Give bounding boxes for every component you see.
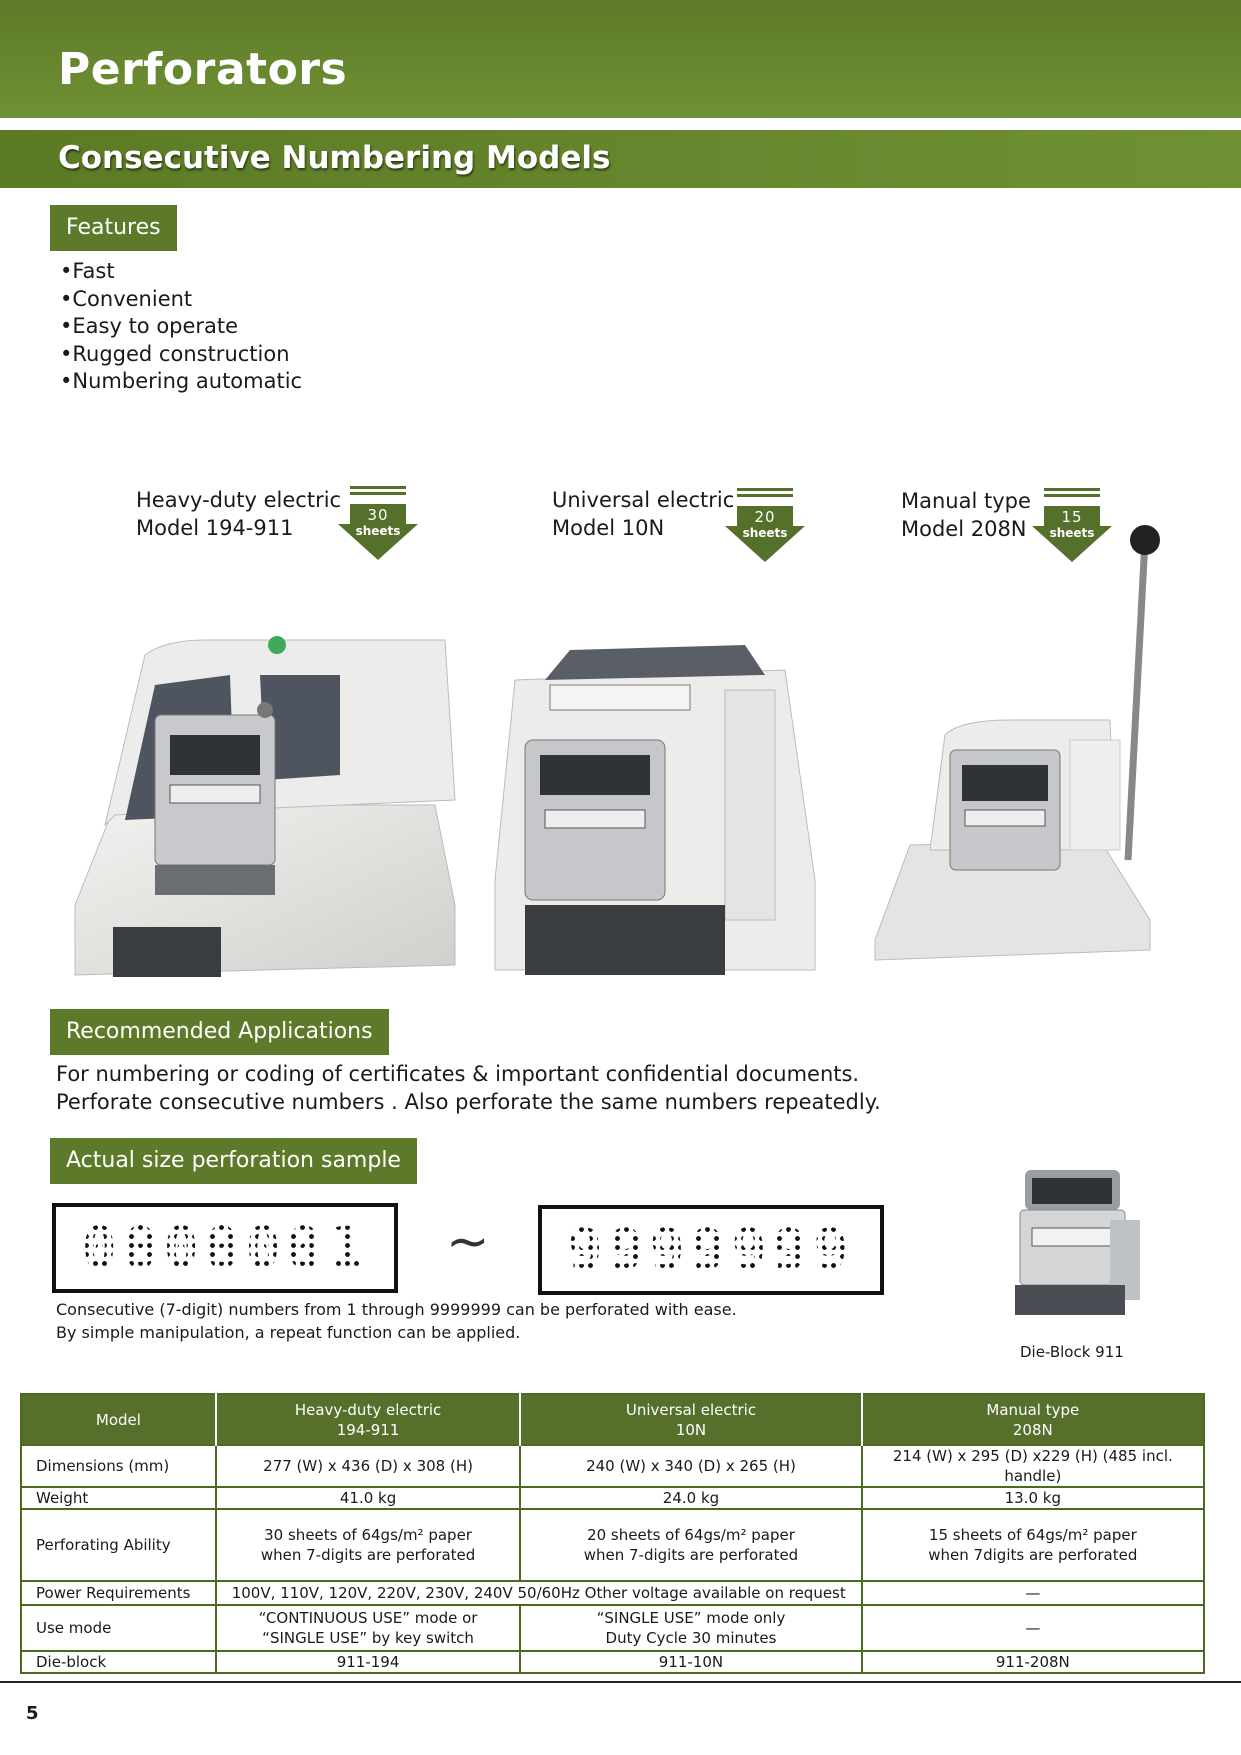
sample-note-line: By simple manipulation, a repeat function can be applied. (56, 1323, 521, 1342)
perforated-number-start: 0000001 (81, 1214, 369, 1282)
model-number: Model 194-911 (136, 516, 294, 540)
footer-divider (0, 1681, 1241, 1683)
list-item: • Numbering automatic (60, 368, 302, 396)
table-row: Use mode “CONTINUOUS USE” mode or “SINGLE USE” by key switch “SINGLE USE” mode only Duty Cycle 30 minutes — (21, 1605, 1204, 1651)
sample-note (56, 1298, 737, 1344)
table-row: Perforating Ability 30 sheets of 64gs/m² paper when 7-digits are perforated 20 sheets of 64gs/m² paper when 7-digits are perforated 15 sheets of 64gs/m² paper when 7digits are perforated (21, 1509, 1204, 1581)
sample-tag: Actual size perforation sample (50, 1138, 417, 1184)
machine-image-10n (485, 640, 835, 985)
sample-note-line: Consecutive (7-digit) numbers from 1 through 9999999 can be perforated with ease. (56, 1300, 737, 1319)
list-item: • Easy to operate (60, 313, 302, 341)
table-header-row (21, 1394, 1204, 1445)
header-194-911: Heavy-duty electric 194-911 (216, 1394, 521, 1445)
machine-image-194-911 (55, 605, 465, 995)
range-tilde: ~ (446, 1212, 490, 1272)
page-title: Perforators (58, 44, 348, 95)
sheets-arrow-30: 30 sheets (338, 486, 418, 562)
model-number: Model 10N (552, 516, 665, 540)
dieblock-image (1010, 1160, 1145, 1320)
list-item: • Fast (60, 258, 302, 286)
perforated-number-end: 9999999 (567, 1216, 855, 1284)
features-tag: Features (50, 205, 177, 251)
table-row: Weight 41.0 kg 24.0 kg 13.0 kg (21, 1487, 1204, 1509)
page-number: 5 (26, 1703, 39, 1724)
spec-table (20, 1393, 1205, 1674)
list-item: • Rugged construction (60, 341, 302, 369)
model-type: Heavy-duty electric (136, 488, 342, 512)
table-row: Dimensions (mm) 277 (W) x 436 (D) x 308 (H) 240 (W) x 340 (D) x 265 (H) 214 (W) x 295 (D) x229 (H) (485 incl. handle) (21, 1445, 1204, 1487)
list-item: • Convenient (60, 286, 302, 314)
features-list (60, 258, 302, 396)
sample-end-box (538, 1205, 884, 1295)
dieblock-label: Die-Block 911 (1020, 1343, 1124, 1361)
sample-start-box (52, 1203, 398, 1293)
table-row: Die-block 911-194 911-10N 911-208N (21, 1651, 1204, 1673)
header-10n: Universal electric 10N (520, 1394, 861, 1445)
model-type: Universal electric (552, 488, 735, 512)
model-label-10n (552, 486, 734, 542)
sheets-arrow-15: 15 sheets (1032, 488, 1112, 564)
header-gap (0, 118, 1241, 130)
header-model: Model (21, 1394, 216, 1445)
table-row: Power Requirements 100V, 110V, 120V, 220V, 230V, 240V 50/60Hz Other voltage available on request — (21, 1581, 1204, 1605)
model-number: Model 208N (901, 517, 1027, 541)
applications-line: For numbering or coding of certificates & important confidential documents. (56, 1062, 860, 1086)
applications-text (56, 1060, 881, 1116)
machine-image-208n (870, 520, 1160, 965)
section-title: Consecutive Numbering Models (58, 140, 611, 176)
applications-line: Perforate consecutive numbers . Also perforate the same numbers repeatedly. (56, 1090, 881, 1114)
header-208n: Manual type 208N (862, 1394, 1204, 1445)
model-type: Manual type (901, 489, 1031, 513)
model-label-194-911 (136, 486, 341, 542)
applications-tag: Recommended Applications (50, 1009, 389, 1055)
sheets-arrow-20: 20 sheets (725, 488, 805, 564)
